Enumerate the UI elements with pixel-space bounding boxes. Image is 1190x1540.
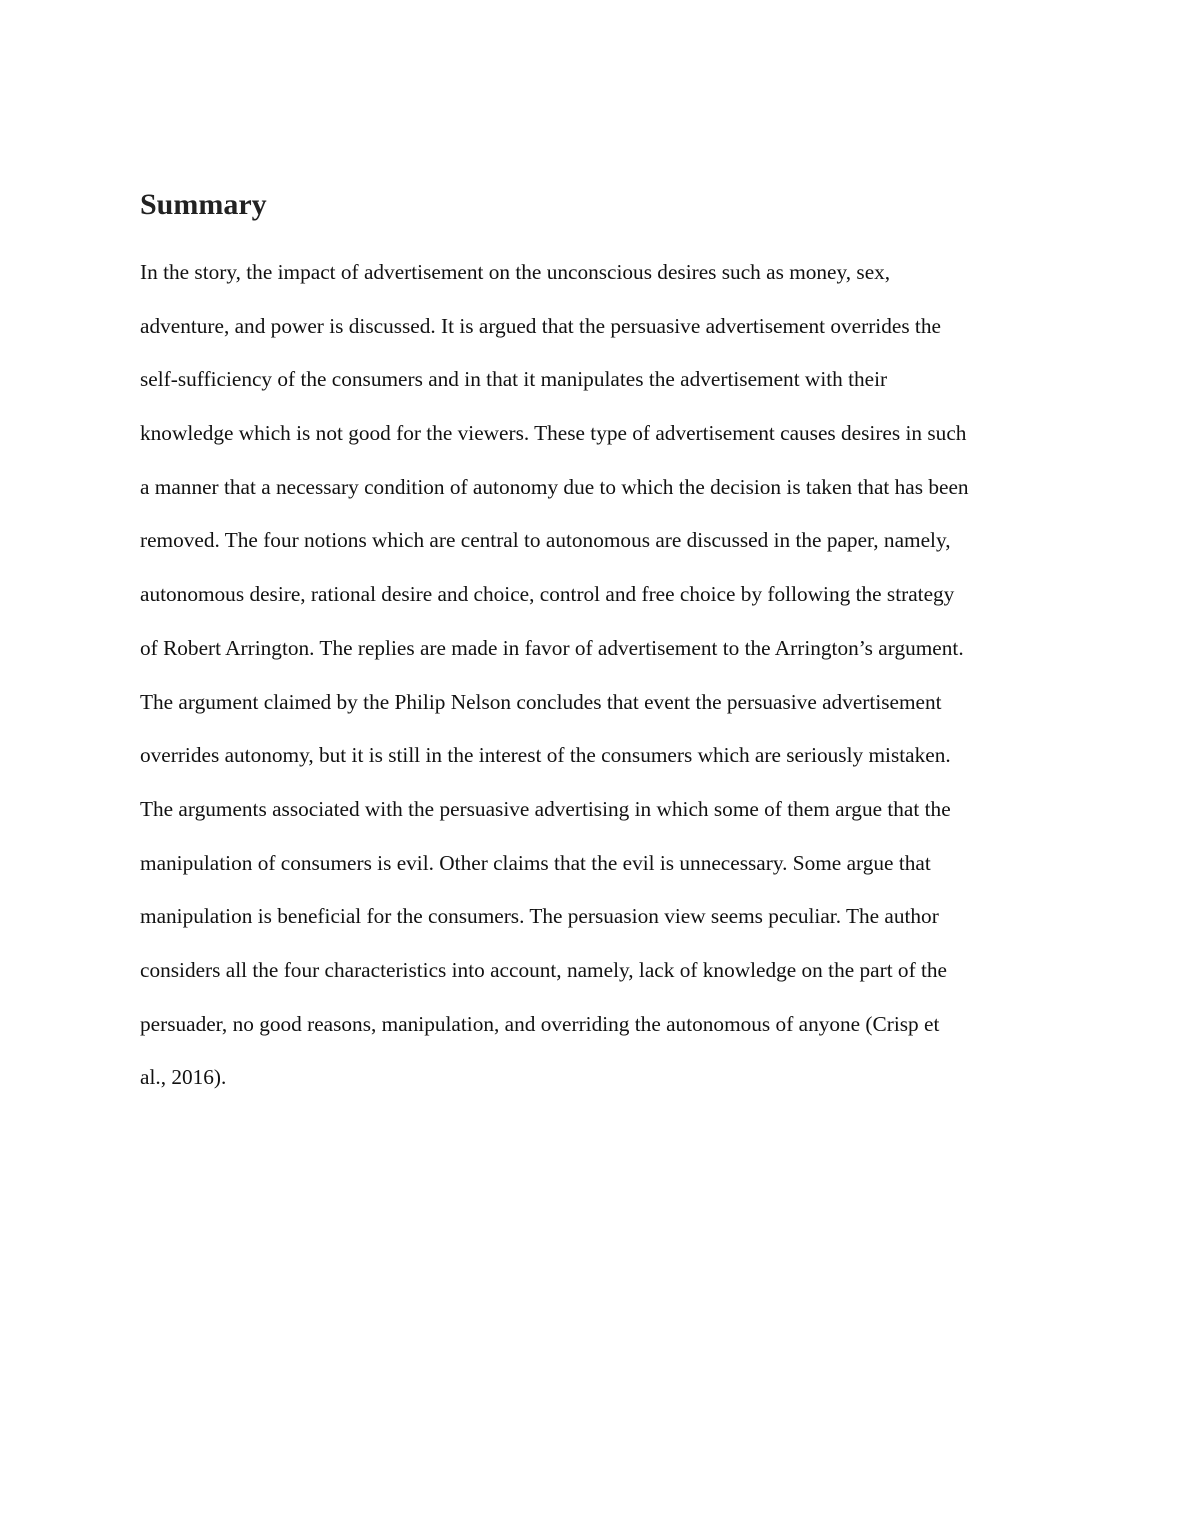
- paragraph-line: adventure, and power is discussed. It is argued that the persuasive advertisement overrides the: [140, 313, 941, 338]
- paragraph-line: overrides autonomy, but it is still in the interest of the consumers which are seriously mistaken.: [140, 743, 951, 768]
- paragraph-line: persuader, no good reasons, manipulation, and overriding the autonomous of anyone (Crisp et: [140, 1011, 940, 1036]
- paragraph-line: manipulation is beneficial for the consumers. The persuasion view seems peculiar. The author: [140, 904, 939, 929]
- paragraph-line: removed. The four notions which are central to autonomous are discussed in the paper, namely,: [140, 528, 951, 553]
- paragraph-line: knowledge which is not good for the viewers. These type of advertisement causes desires in such: [140, 421, 967, 446]
- paragraph-line: of Robert Arrington. The replies are made in favor of advertisement to the Arrington’s argument.: [140, 635, 964, 660]
- paragraph-line: The arguments associated with the persuasive advertising in which some of them argue that the: [140, 796, 951, 821]
- paragraph-line: In the story, the impact of advertisement on the unconscious desires such as money, sex,: [140, 260, 891, 284]
- paragraph-line: autonomous desire, rational desire and choice, control and free choice by following the strategy: [140, 582, 955, 607]
- paragraph-line: al., 2016).: [140, 1065, 227, 1090]
- paragraph-line: The argument claimed by the Philip Nelson concludes that event the persuasive advertisement: [140, 689, 942, 714]
- paragraph-line: considers all the four characteristics into account, namely, lack of knowledge on the part of the: [140, 957, 948, 982]
- page-title: Summary: [140, 188, 267, 221]
- paragraph-line: manipulation of consumers is evil. Other claims that the evil is unnecessary. Some argue that: [140, 850, 931, 875]
- paragraph-line: a manner that a necessary condition of autonomy due to which the decision is taken that has been: [140, 474, 969, 499]
- paragraph-line: self-sufficiency of the consumers and in that it manipulates the advertisement with their: [140, 367, 888, 392]
- summary-paragraph: [140, 258, 1100, 1117]
